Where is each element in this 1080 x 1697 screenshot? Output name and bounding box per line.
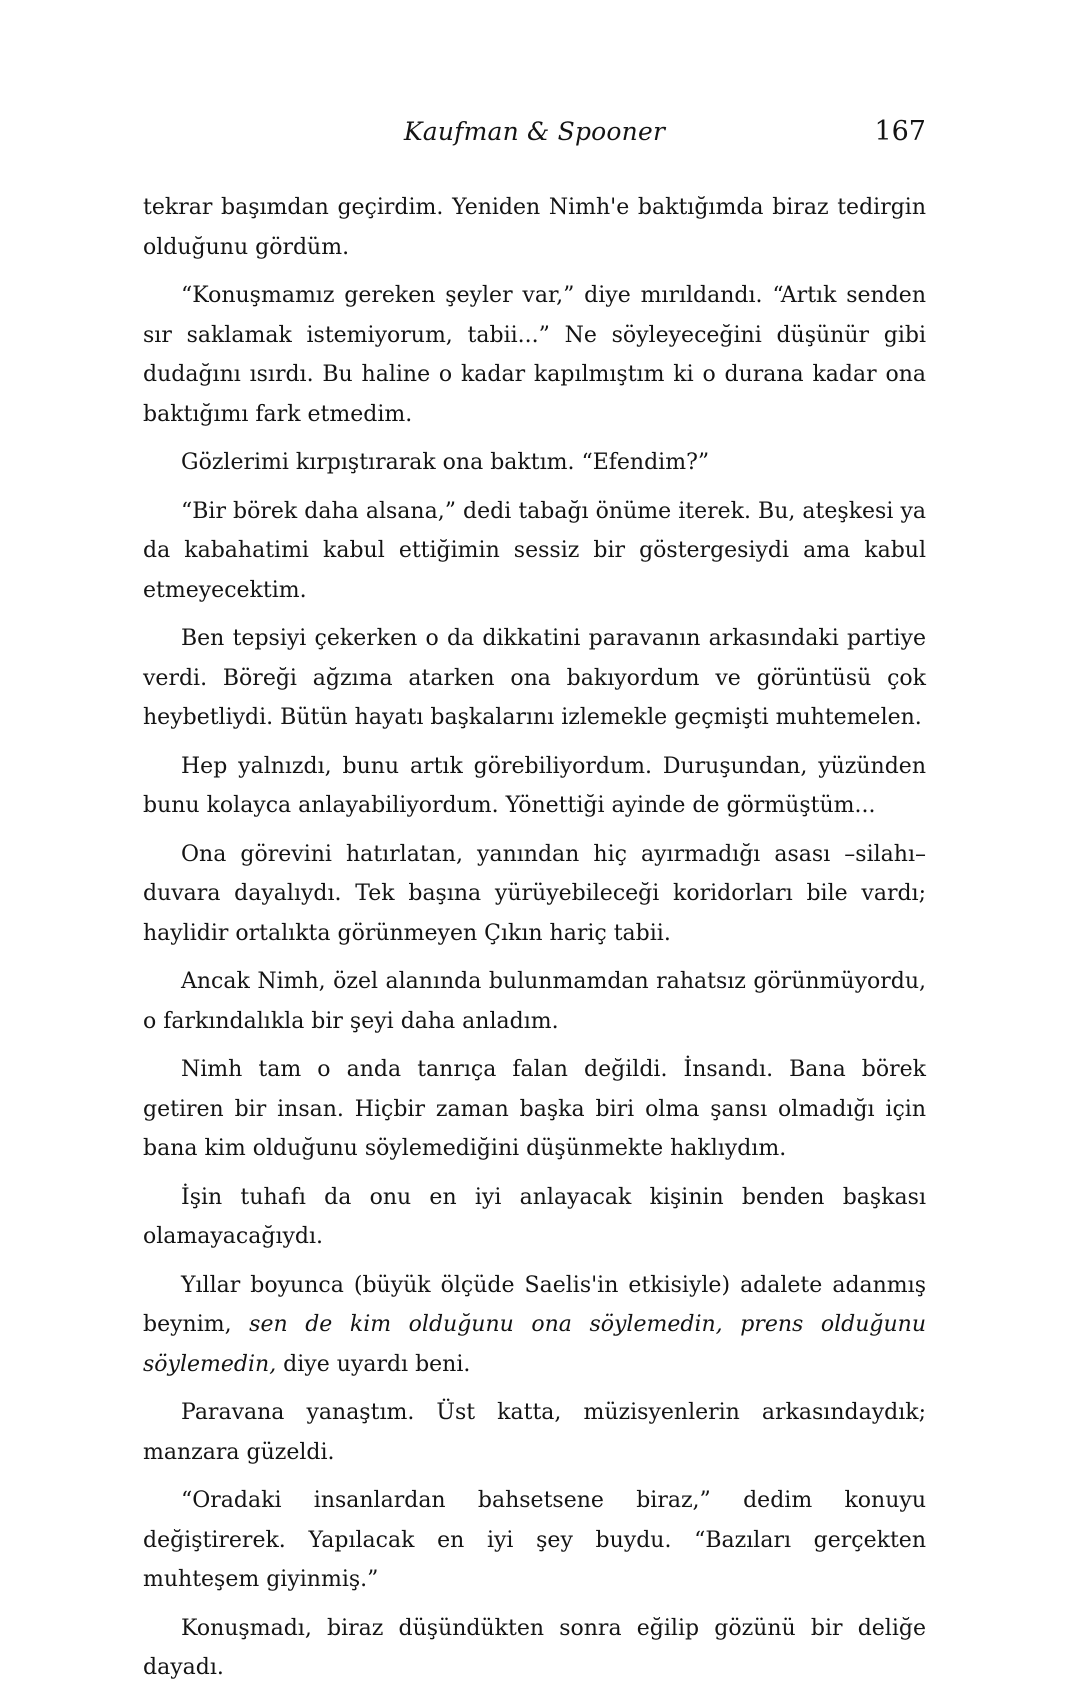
paragraph-11 <box>143 1266 926 1385</box>
running-title: Kaufman & Spooner <box>403 117 666 146</box>
paragraph-12: Paravana yanaştım. Üst katta, müzisyenlerin arkasındaydık; manzara güzeldi. <box>143 1400 926 1465</box>
paragraph-10: İşin tuhafı da onu en iyi anlayacak kişinin benden başkası olamayacağıydı. <box>143 1184 926 1249</box>
paragraph-1: tekrar başımdan geçirdim. Yeniden Nimh'e baktığımda biraz tedirgin olduğunu gördüm. <box>143 195 926 260</box>
page-number: 167 <box>874 116 926 147</box>
paragraph-6: Hep yalnızdı, bunu artık görebiliyordum. Duruşundan, yüzünden bunu kolayca anlayabiliyordum. Yönettiği ayinde de görmüştüm... <box>143 753 926 818</box>
paragraph-2: “Konuşmamız gereken şeyler var,” diye mırıldandı. “Artık senden sır saklamak istemiyorum, tabii...” Ne söyleyeceğini düşünür gibi dudağını ısırdı. Bu haline o kadar kapılmıştım ki o durana kadar ona baktığımı fark etmedim. <box>143 283 926 427</box>
body-text <box>143 188 926 1697</box>
paragraph-13: “Oradaki insanlardan bahsetsene biraz,” dedim konuyu değiştirerek. Yapılacak en iyi şey buydu. “Bazıları gerçekten muhteşem giyinmiş.” <box>143 1488 926 1592</box>
paragraph-7: Ona görevini hatırlatan, yanından hiç ayırmadığı asası –silahı– duvara dayalıydı. Tek başına yürüyebileceği koridorları bile vardı; haylidir ortalıkta görünmeyen Çıkın hariç tabii. <box>143 841 926 946</box>
paragraph-4: “Bir börek daha alsana,” dedi tabağı önüme iterek. Bu, ateşkesi ya da kabahatimi kabul ettiğimin sessiz bir göstergesiydi ama kabul etmeyecektim. <box>143 498 926 603</box>
paragraph-14: Konuşmadı, biraz düşündükten sonra eğilip gözünü bir deliğe dayadı. <box>143 1615 926 1680</box>
paragraph-3: Gözlerimi kırpıştırarak ona baktım. “Efendim?” <box>181 450 710 475</box>
paragraph-5: Ben tepsiyi çekerken o da dikkatini paravanın arkasındaki partiye verdi. Böreği ağzıma atarken ona bakıyordum ve görüntüsü çok heybetliydi. Bütün hayatı başkalarını izlemekle geçmişti muhtemelen. <box>143 626 926 730</box>
paragraph-8: Ancak Nimh, özel alanında bulunmamdan rahatsız görünmüyordu, o farkındalıkla bir şeyi daha anladım. <box>143 969 926 1034</box>
paragraph-9: Nimh tam o anda tanrıça falan değildi. İnsandı. Bana börek getiren bir insan. Hiçbir zaman başka biri olma şansı olmadığı için bana kim olduğunu söylemediğini düşünmekte haklıydım. <box>143 1057 926 1161</box>
italic-thought: sen de kim olduğunu ona söylemedin, prens olduğunu söylemedin, <box>143 1312 926 1377</box>
paragraph-11-after: diye uyardı beni. <box>276 1351 471 1377</box>
paragraph-11-before: Yıllar boyunca (büyük ölçüde Saelis'in etkisiyle) adalete adanmış beynim, <box>143 1272 926 1337</box>
running-head <box>143 112 926 152</box>
